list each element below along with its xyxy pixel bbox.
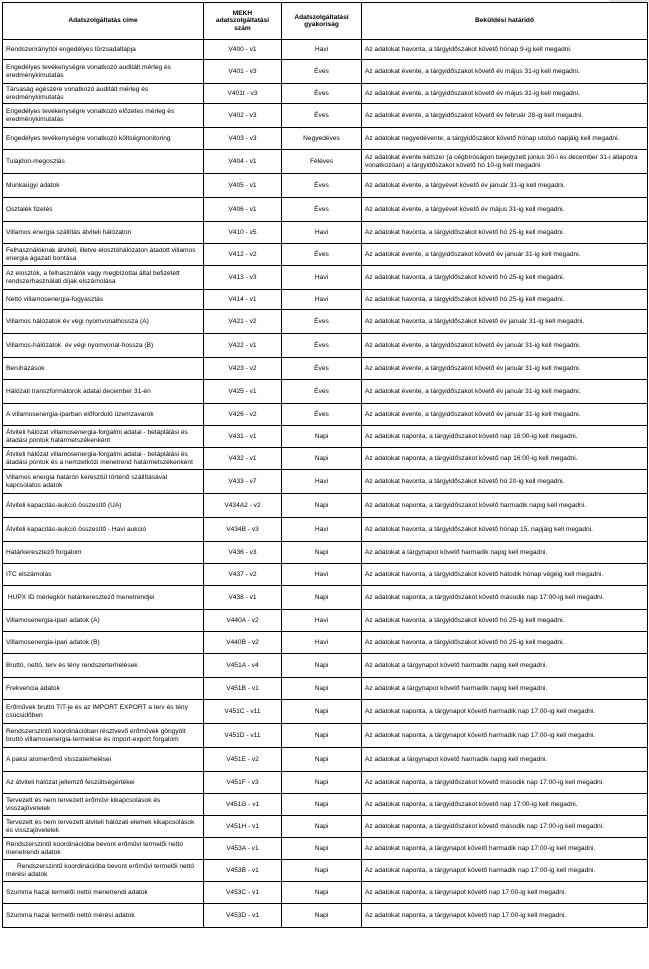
report-frequency-cell: Éves <box>282 334 362 358</box>
report-title-cell: Villamos hálózatok év végi nyomvonalhossza (A) <box>3 310 204 334</box>
report-frequency-cell: Éves <box>282 380 362 404</box>
report-deadline-cell: Az adatokat naponta, a tárgyidőszakot követő második nap 17:00-ig kell megadni. <box>362 772 648 794</box>
report-code-cell: V431 - v1 <box>204 426 282 448</box>
report-frequency-cell: Éves <box>282 310 362 334</box>
table-row <box>3 448 648 470</box>
report-title-cell: Tervezett és nem tervezett átviteli hálózati elemek kikapcsolások és visszajövetelek <box>3 816 204 838</box>
table-row <box>3 60 648 84</box>
table-row <box>3 222 648 244</box>
report-title-cell: Rendszerszintű koordinációba bevont erőművi termelői nettó mérési adatok <box>3 860 204 882</box>
report-title-cell: A paksi atomerőmű visszaterhelései <box>3 748 204 772</box>
report-code-cell: V453A - v1 <box>204 838 282 860</box>
table-row <box>3 310 648 334</box>
report-code-cell: V453B - v1 <box>204 860 282 882</box>
report-code-cell: V451E - v2 <box>204 748 282 772</box>
report-code-cell: V453D - v1 <box>204 904 282 928</box>
report-title-cell: Tulajdon-megoszlás <box>3 150 204 174</box>
report-title-cell: Rendszerszintű koordinációban résztvevő erőművek göngyölt bruttó villamosenergia-termelése és import-export forgalom <box>3 724 204 748</box>
report-code-cell: V402 - v3 <box>204 104 282 128</box>
report-frequency-cell: Negyedéves <box>282 128 362 150</box>
report-deadline-cell: Az adatokat havonta, a tárgyidőszakot követő hatodik hónap végéig kell megadni. <box>362 564 648 586</box>
report-title-cell: Villamosenergia-ipari adatok (B) <box>3 632 204 654</box>
report-code-cell: V413 - v3 <box>204 266 282 290</box>
report-title-cell: Szumma hazai termelői nettó menetrendi adatok <box>3 882 204 904</box>
report-deadline-cell: Az adatokat naponta, a tárgyidőszakot követő harmadik napig kell megadni. <box>362 494 648 518</box>
report-title-cell: Átviteli kapacitás-aukció összesítő (UA) <box>3 494 204 518</box>
table-row <box>3 244 648 266</box>
report-deadline-cell: Az adatokat évente kétszer (a cégbíróságon bejegyzett június 30-i és december 31-i állapotra vonatkozóan) a tárgyidőszakot követő hó 10-ig kell megadni <box>362 150 648 174</box>
report-deadline-cell: Az adatokat havonta, a tárgyidőszakot követő hó 20-ig kell megadni. <box>362 470 648 494</box>
report-title-cell: Bruttó, nettó, terv és tény rendszerterhelések <box>3 654 204 678</box>
report-frequency-cell: Napi <box>282 882 362 904</box>
table-row <box>3 104 648 128</box>
report-title-cell: Átviteli hálózat villamosenergia-forgalmi adatai - betáplálási és átadási pontok és a nemzetközi menetrend határmetszékenként <box>3 448 204 470</box>
table-row <box>3 816 648 838</box>
report-code-cell: V400 - v1 <box>204 40 282 60</box>
report-title-cell: Az elosztók, a felhasználók vagy megbízottai által befizetett rendszerhasználati díjak elszámolása <box>3 266 204 290</box>
report-deadline-cell: Az adatokat évente, a tárgyidőszakot követő év január 31-ig kell megadni. <box>362 380 648 404</box>
report-code-cell: V405 - v1 <box>204 174 282 198</box>
report-title-cell: Társaság egészére vonatkozó auditált mérleg és eredménykimutatás <box>3 84 204 104</box>
report-title-cell: Határkeresztező forgalom <box>3 542 204 564</box>
report-frequency-cell: Napi <box>282 542 362 564</box>
report-frequency-cell: Napi <box>282 494 362 518</box>
report-code-cell: V451F - v3 <box>204 772 282 794</box>
report-deadline-cell: Az adatokat a tárgynapot követő harmadik napig kell megadni. <box>362 748 648 772</box>
table-row <box>3 882 648 904</box>
table-row <box>3 494 648 518</box>
report-frequency-cell: Éves <box>282 60 362 84</box>
report-code-cell: V451D - v11 <box>204 724 282 748</box>
report-code-cell: V425 - v1 <box>204 380 282 404</box>
report-title-cell: Nettó villamosenergia-fogyasztás <box>3 290 204 310</box>
report-title-cell: Szumma hazai termelői nettó mérési adatok <box>3 904 204 928</box>
report-title-cell: Erőművek bruttó TIT-je és az IMPORT EXPORT a terv és tény csúcsidőben <box>3 700 204 724</box>
report-frequency-cell: Napi <box>282 724 362 748</box>
report-title-cell: Osztalék fizetés <box>3 198 204 222</box>
report-frequency-cell: Éves <box>282 244 362 266</box>
table-row <box>3 266 648 290</box>
report-title-cell: Átviteli hálózat villamosenergia-forgalmi adatai - betáplálási és átadási pontok határmetszékenként <box>3 426 204 448</box>
report-code-cell: V426 - v2 <box>204 404 282 426</box>
report-deadline-cell: Az adatokat negyedévente, a tárgyidőszakot követő hónap utolsó napjáig kell megadni. <box>362 128 648 150</box>
table-row <box>3 904 648 928</box>
report-deadline-cell: Az adatokat a tárgynapot követő harmadik napig kell megadni. <box>362 678 648 700</box>
report-frequency-cell: Napi <box>282 904 362 928</box>
report-title-cell: HUPX ID mérlegkör határkeresztező menetrendjei <box>3 586 204 610</box>
report-frequency-cell: Napi <box>282 838 362 860</box>
report-title-cell: Munkaügyi adatok <box>3 174 204 198</box>
report-frequency-cell: Éves <box>282 84 362 104</box>
report-code-cell: V410 - v5 <box>204 222 282 244</box>
report-title-cell: Rendszerirányítói engedélyes törzsadatlapja <box>3 40 204 60</box>
table-row <box>3 748 648 772</box>
report-deadline-cell: Az adatokat évente, a tárgyidőszakot követő év január 31-ig kell megadni. <box>362 334 648 358</box>
report-deadline-cell: Az adatokat évente, a tárgyidőszakot követő év január 31-ig kell megadni. <box>362 404 648 426</box>
report-title-cell: Átviteli kapacitás-aukció összesítő - Havi aukció <box>3 518 204 542</box>
table-row <box>3 470 648 494</box>
report-frequency-cell: Napi <box>282 426 362 448</box>
report-deadline-cell: Az adatokat naponta, a tárgyidőszakot követő nap 16:00-ig kell megadni. <box>362 426 648 448</box>
table-row <box>3 838 648 860</box>
table-row <box>3 404 648 426</box>
report-title-cell: Engedélyes tevékenységre vonatkozó auditált mérleg és eredménykimutatás <box>3 60 204 84</box>
report-frequency-cell: Napi <box>282 748 362 772</box>
table-row <box>3 700 648 724</box>
report-frequency-cell: Éves <box>282 104 362 128</box>
report-frequency-cell: Napi <box>282 448 362 470</box>
report-code-cell: V412 - v2 <box>204 244 282 266</box>
table-row <box>3 174 648 198</box>
report-deadline-cell: Az adatokat havonta, a tárgyidőszakot követő hó 25-ig kell megadni. <box>362 632 648 654</box>
header-frequency: Adatszolgáltatási gyakoriság <box>282 3 362 40</box>
table-row <box>3 40 648 60</box>
reporting-schedule-table <box>2 2 648 928</box>
report-deadline-cell: Az adatokat havonta, a tárgyidőszakot követő hónap 9-ig kell megadni. <box>362 40 648 60</box>
table-row <box>3 128 648 150</box>
table-row <box>3 334 648 358</box>
table-row <box>3 794 648 816</box>
report-code-cell: V406 - v1 <box>204 198 282 222</box>
report-deadline-cell: Az adatokat naponta, a tárgyidőszakot követő nap 17:00-ig kell megadni. <box>362 794 648 816</box>
report-frequency-cell: Havi <box>282 564 362 586</box>
report-deadline-cell: Az adatokat a tárgynapot követő harmadik napig kell megadni. <box>362 654 648 678</box>
report-code-cell: V453C - v1 <box>204 882 282 904</box>
table-row <box>3 198 648 222</box>
report-code-cell: V421 - v2 <box>204 310 282 334</box>
report-frequency-cell: Napi <box>282 586 362 610</box>
report-code-cell: V451H - v1 <box>204 816 282 838</box>
report-code-cell: V403 - v3 <box>204 128 282 150</box>
report-title-cell: Villamos energia szállítás átviteli hálózaton <box>3 222 204 244</box>
table-row <box>3 84 648 104</box>
report-code-cell: V440A - v2 <box>204 610 282 632</box>
table-body <box>3 40 648 928</box>
table-row <box>3 564 648 586</box>
report-deadline-cell: Az adatokat évente, a tárgyévet követő év január 31-ig kell megadni. <box>362 174 648 198</box>
table-row <box>3 654 648 678</box>
report-deadline-cell: Az adatokat havonta, a tárgyidőszakot követő hó 25-ig kell megadni. <box>362 290 648 310</box>
report-title-cell: Az átviteli hálózat jellemző feszültségértékei <box>3 772 204 794</box>
report-code-cell: V440B - v2 <box>204 632 282 654</box>
report-code-cell: V432 - v1 <box>204 448 282 470</box>
report-frequency-cell: Éves <box>282 404 362 426</box>
report-title-cell: Frekvencia adatok <box>3 678 204 700</box>
table-row <box>3 518 648 542</box>
table-row <box>3 724 648 748</box>
table-row <box>3 290 648 310</box>
table-row <box>3 150 648 174</box>
report-deadline-cell: Az adatokat naponta, a tárgynapot követő harmadik nap 17:00-ig kell megadni. <box>362 724 648 748</box>
report-code-cell: V423 - v2 <box>204 358 282 380</box>
report-code-cell: V437 - v2 <box>204 564 282 586</box>
report-frequency-cell: Havi <box>282 632 362 654</box>
report-deadline-cell: Az adatokat havonta, a tárgyidőszakot követő hó 25-ig kell megadni. <box>362 222 648 244</box>
report-frequency-cell: Havi <box>282 290 362 310</box>
report-code-cell: V438 - v1 <box>204 586 282 610</box>
report-frequency-cell: Napi <box>282 700 362 724</box>
report-frequency-cell: Éves <box>282 198 362 222</box>
reporting-table-sheet <box>2 2 647 967</box>
report-frequency-cell: Napi <box>282 654 362 678</box>
report-deadline-cell: Az adatokat naponta, a tárgyidőszakot követő második nap 17:00-ig kell megadni. <box>362 586 648 610</box>
table-row <box>3 610 648 632</box>
table-row <box>3 426 648 448</box>
report-frequency-cell: Éves <box>282 358 362 380</box>
report-frequency-cell: Havi <box>282 40 362 60</box>
report-deadline-cell: Az adatokat naponta, a tárgyidőszakot követő nap 16:00-ig kell megadni. <box>362 448 648 470</box>
report-deadline-cell: Az adatokat évente, a tárgyévet követő év május 31-ig kell megadni. <box>362 198 648 222</box>
report-title-cell: A villamosenergia-iparban előforduló üzemzavarok <box>3 404 204 426</box>
report-title-cell: Felhasználóknak átviteli, illetve elosztóhálózaton átadott villamos energia ágazati bontása <box>3 244 204 266</box>
report-frequency-cell: Éves <box>282 174 362 198</box>
report-deadline-cell: Az adatokat a tárgynapot követő harmadik napig kell megadni. <box>362 542 648 564</box>
report-deadline-cell: Az adatokat évente, a tárgyidőszakot követő év február 28-ig kell megadni. <box>362 104 648 128</box>
report-title-cell: Beruházások <box>3 358 204 380</box>
report-code-cell: V434B - v3 <box>204 518 282 542</box>
report-deadline-cell: Az adatokat évente, a tárgyidőszakot követő év január 31-ig kell megadni. <box>362 244 648 266</box>
report-deadline-cell: Az adatokat havonta, a tárgyidőszakot követő hónap 15. napjáig kell megadni. <box>362 518 648 542</box>
report-title-cell: Engedélyes tevékenységre vonatkozó előzetes mérleg és eredménykimutatás <box>3 104 204 128</box>
report-frequency-cell: Napi <box>282 794 362 816</box>
report-deadline-cell: Az adatokat naponta, a tárgynapot követő harmadik nap 17:00-ig kell megadni. <box>362 838 648 860</box>
report-deadline-cell: Az adatokat naponta, a tárgyidőszakot követő második nap 17:00-ig kell megadni. <box>362 816 648 838</box>
report-code-cell: V422 - v1 <box>204 334 282 358</box>
report-frequency-cell: Havi <box>282 470 362 494</box>
report-code-cell: V401t - v3 <box>204 84 282 104</box>
report-frequency-cell: Féléves <box>282 150 362 174</box>
report-code-cell: V451B - v1 <box>204 678 282 700</box>
report-deadline-cell: Az adatokat naponta, a tárgynapot követő harmadik nap 17:00-ig kell megadni. <box>362 700 648 724</box>
report-title-cell: Tervezett és nem tervezett erőművi kikapcsolások és visszajövetelek <box>3 794 204 816</box>
report-deadline-cell: Az adatokat naponta, a tárgynapot követő nap 17:00-ig kell megadni. <box>362 904 648 928</box>
report-frequency-cell: Napi <box>282 860 362 882</box>
report-frequency-cell: Havi <box>282 610 362 632</box>
header-code: MEKH adatszolgáltatási szám <box>204 3 282 40</box>
report-title-cell: Villamosenergia-ipari adatok (A) <box>3 610 204 632</box>
report-title-cell: Engedélyes tevékenységre vonatkozó költségmonitoring <box>3 128 204 150</box>
report-deadline-cell: Az adatokat évente, a tárgyidőszakot követő év május 31-ig kell megadni. <box>362 84 648 104</box>
report-deadline-cell: Az adatokat évente, a tárgyidőszakot követő év január 31-ig kell megadni. <box>362 358 648 380</box>
report-frequency-cell: Napi <box>282 816 362 838</box>
report-deadline-cell: Az adatokat havonta, a tárgyidőszakot követő év január 31-ig kell megadni. <box>362 310 648 334</box>
report-title-cell: Villamos energia határon keresztül történő szállításával kapcsolatos adatok <box>3 470 204 494</box>
table-row <box>3 678 648 700</box>
table-row <box>3 358 648 380</box>
report-frequency-cell: Havi <box>282 266 362 290</box>
report-title-cell: Rendszerszintű koordinációba bevont erőművi termelői nettó menetrendi adatok <box>3 838 204 860</box>
report-code-cell: V404 - v1 <box>204 150 282 174</box>
report-deadline-cell: Az adatokat évente, a tárgyidőszakot követő év május 31-ig kell megadni. <box>362 60 648 84</box>
report-frequency-cell: Havi <box>282 518 362 542</box>
report-deadline-cell: Az adatokat naponta, a tárgynapot követő nap 17:00-ig kell megadni. <box>362 882 648 904</box>
report-frequency-cell: Napi <box>282 678 362 700</box>
table-header-row <box>3 3 648 40</box>
report-deadline-cell: Az adatokat havonta, a tárgyidőszakot követő hó 25-ig kell megadni. <box>362 266 648 290</box>
report-title-cell: ITC elszámolás <box>3 564 204 586</box>
report-frequency-cell: Havi <box>282 222 362 244</box>
table-row <box>3 586 648 610</box>
report-deadline-cell: Az adatokat naponta, a tárgynapot követő harmadik nap 17:00-ig kell megadni. <box>362 860 648 882</box>
table-row <box>3 860 648 882</box>
table-row <box>3 380 648 404</box>
report-code-cell: V401 - v3 <box>204 60 282 84</box>
report-code-cell: V451C - v11 <box>204 700 282 724</box>
header-title: Adatszolgáltatás címe <box>3 3 204 40</box>
report-code-cell: V451A - v4 <box>204 654 282 678</box>
report-code-cell: V414 - v1 <box>204 290 282 310</box>
report-frequency-cell: Napi <box>282 772 362 794</box>
table-row <box>3 632 648 654</box>
report-code-cell: V433 - v7 <box>204 470 282 494</box>
header-deadline: Beküldési határidő <box>362 3 648 40</box>
report-code-cell: V451G - v1 <box>204 794 282 816</box>
report-code-cell: V436 - v3 <box>204 542 282 564</box>
table-row <box>3 772 648 794</box>
report-deadline-cell: Az adatokat havonta, a tárgyidőszakot követő hó 25-ig kell megadni. <box>362 610 648 632</box>
report-title-cell: Villamos-hálózatok év végi nyomvonal-hossza (B) <box>3 334 204 358</box>
table-row <box>3 542 648 564</box>
report-code-cell: V434A2 - v2 <box>204 494 282 518</box>
report-title-cell: Hálózati transzformátorok adatai december 31-én <box>3 380 204 404</box>
